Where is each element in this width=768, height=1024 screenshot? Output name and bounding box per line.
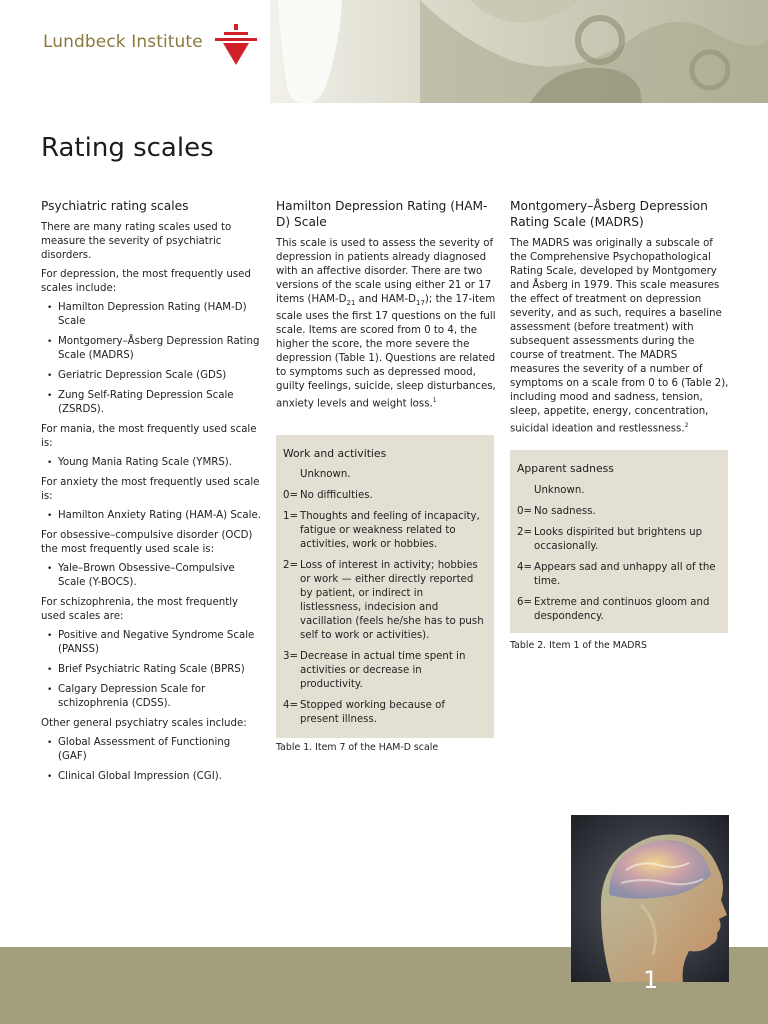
table-option: 0= No sadness.: [517, 506, 596, 517]
table-title: Apparent sadness: [517, 462, 614, 475]
general-scales-list: [41, 736, 261, 784]
table-option: 2= Loss of interest in activity; hobbies or work — either directly reported by patient, or indirect in listlessness, indecision and vacillation (feels he/she has to push self to work or activities).: [283, 560, 484, 641]
anxiety-scales-list: [41, 509, 261, 523]
madrs-item-table: [510, 450, 728, 633]
table-option: 0= No difficulties.: [283, 490, 373, 501]
list-item: • Hamilton Depression Rating (HAM-D) Scale: [41, 301, 261, 329]
ocd-lead: For obsessive–compulsive disorder (OCD) the most frequently used scale is:: [41, 530, 253, 555]
list-item: • Geriatric Depression Scale (GDS): [41, 369, 261, 383]
list-item: • Montgomery–Åsberg Depression Rating Scale (MADRS): [41, 335, 261, 363]
mania-lead: For mania, the most frequently used scale is:: [41, 424, 257, 449]
page-title: Rating scales: [41, 133, 214, 163]
list-item: • Positive and Negative Syndrome Scale (PANSS): [41, 629, 261, 657]
table-option: 6= Extreme and continuos gloom and despondency.: [517, 597, 710, 622]
section-heading: Psychiatric rating scales: [41, 199, 189, 213]
ham-d-paragraph: This scale is used to assess the severity of depression in patients already diagnosed with an affective disorder. There are two versions of the scale using either 21 or 17 items ($HAM-D_{21}$ and HAM-$D_{17}$); the 17-item scale uses the first 17 questions on the full scale. Items are scored from 0 to 4, the higher the score, the more severe the depression (Table 1). Questions are related to symptoms such as depressed mood, guilty feelings, suicide, sleep disturbances, anxiety levels and weight loss.$^1$: [276, 238, 496, 410]
anxiety-lead: For anxiety the most frequently used scale is:: [41, 477, 260, 502]
table-option-unknown: Unknown.: [534, 485, 585, 496]
brain-illustration-image: [571, 815, 729, 982]
section-heading: Montgomery–Åsberg Depression Rating Scale (MADRS): [510, 199, 708, 229]
intro-paragraph: There are many rating scales used to measure the severity of psychiatric disorders.: [41, 222, 232, 261]
schizophrenia-scales-list: [41, 629, 261, 711]
header-ornament-image: [270, 0, 768, 103]
column-madrs: [510, 198, 730, 441]
list-item: • Calgary Depression Scale for schizophrenia (CDSS).: [41, 683, 261, 711]
table2-caption: Table 2. Item 1 of the MADRS: [510, 640, 647, 651]
depression-scales-list: [41, 301, 261, 417]
section-heading: Hamilton Depression Rating (HAM-D) Scale: [276, 199, 488, 229]
table-option: 4= Stopped working because of present illness.: [283, 700, 445, 725]
table-option-unknown: Unknown.: [300, 469, 351, 480]
table-option: 2= Looks dispirited but brightens up occasionally.: [517, 527, 703, 552]
lundbeck-logo-icon: [215, 24, 257, 66]
column-psychiatric-scales: [41, 198, 261, 790]
depression-lead: For depression, the most frequently used scales include:: [41, 269, 251, 294]
table1-caption: Table 1. Item 7 of the HAM-D scale: [276, 742, 439, 753]
list-item: • Yale–Brown Obsessive–Compulsive Scale (Y-BOCS).: [41, 562, 261, 590]
mania-scales-list: [41, 456, 261, 470]
madrs-paragraph: The MADRS was originally a subscale of the Comprehensive Psychopathological Rating Scale, developed by Montgomery and Åsberg in 1979. This scale measures the effect of treatment on depression severity, and as such, requires a baseline assessment (before treatment) with subsequent assessments during the course of treatment. The MADRS measures the severity of a number of symptoms on a scale from 0 to 6 (Table 2), including mood and sadness, tension, sleep, appetite, energy, concentration, suicidal ideation and restlessness.$^2$: [510, 238, 729, 435]
table-option: 3= Decrease in actual time spent in activities or decrease in productivity.: [283, 651, 466, 690]
table-option: 4= Appears sad and unhappy all of the time.: [517, 562, 716, 587]
ocd-scales-list: [41, 562, 261, 590]
list-item: • Hamilton Anxiety Rating (HAM-A) Scale.: [41, 509, 261, 523]
list-item: • Young Mania Rating Scale (YMRS).: [41, 456, 261, 470]
brand-name: Lundbeck Institute: [43, 32, 203, 52]
list-item: • Zung Self-Rating Depression Scale (ZSRDS).: [41, 389, 261, 417]
ham-d-item-table: [276, 435, 494, 738]
table-option: 1= Thoughts and feeling of incapacity, fatigue or weakness related to activities, work or hobbies.: [283, 511, 480, 550]
column-ham-d: [276, 198, 496, 416]
table-title: Work and activities: [283, 447, 387, 460]
list-item: • Brief Psychiatric Rating Scale (BPRS): [41, 663, 261, 677]
page-number: 1: [643, 966, 659, 994]
list-item: • Clinical Global Impression (CGI).: [41, 770, 261, 784]
list-item: • Global Assessment of Functioning (GAF): [41, 736, 261, 764]
schizophrenia-lead: For schizophrenia, the most frequently used scales are:: [41, 597, 239, 622]
general-lead: Other general psychiatry scales include:: [41, 718, 247, 729]
page-header: [0, 0, 768, 104]
